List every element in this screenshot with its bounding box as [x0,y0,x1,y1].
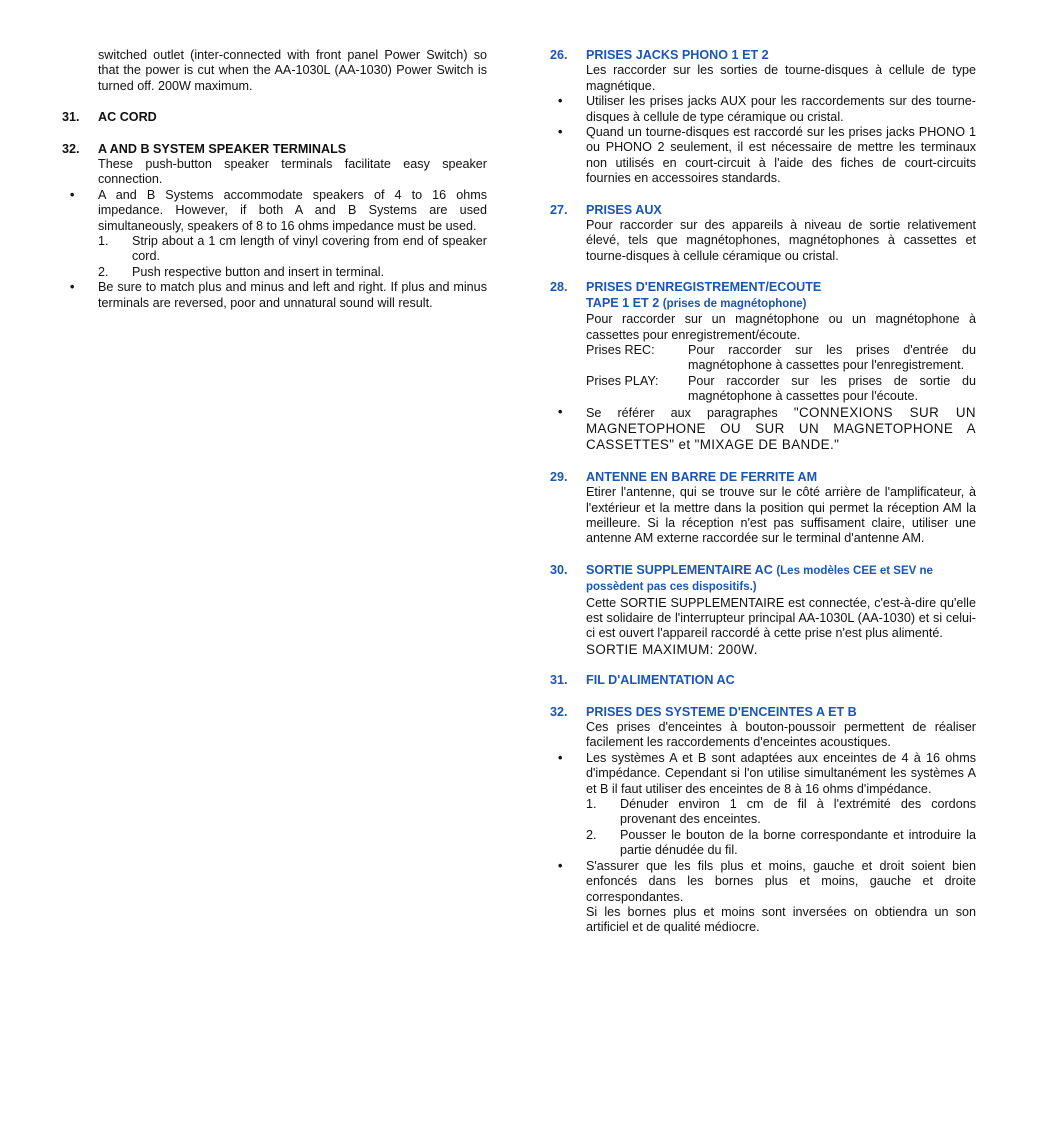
section-29-fr [550,470,976,547]
section-paragraph: Ces prises d'enceintes à bouton-poussoir permettent de réaliser facilement les raccordements d'enceintes acoustiques. [586,720,976,750]
step-number: 1. [586,797,597,812]
bullet-item [558,94,976,125]
intro-paragraph: switched outlet (inter-connected with front panel Power Switch) so that the power is cut when the AA-1030L (AA-1030) Power Switch is turned off. 200W maximum. [98,48,487,93]
section-paragraph: Etirer l'antenne, qui se trouve sur le côté arrière de l'amplificateur, à l'extérieur et la mettre dans la position qui permet la réception AM la meilleure. Si la réception n'est pas suffisament claire, utiliser une antenne AM externe raccordée sur le terminal d'antenne AM. [586,485,976,546]
section-32-en [62,142,487,311]
section-title: PRISES D'ENREGISTREMENT/ECOUTE [586,280,822,295]
section-31-en [62,110,487,125]
section-title-block [586,563,976,596]
section-title: PRISES AUX [586,202,662,217]
bullet-item [558,750,976,797]
section-paragraph: SORTIE MAXIMUM: 200W. [586,641,758,657]
section-title: A AND B SYSTEM SPEAKER TERMINALS [98,141,347,156]
bullet-text-lead: Se référer aux paragraphes [586,405,778,420]
section-number: 31. [550,673,568,688]
bullet-mark: • [558,94,563,109]
bullet-mark: • [558,125,563,140]
section-title: AC CORD [98,110,157,125]
subtitle-note: (prises de magnétophone) [662,297,807,310]
subtitle-main: TAPE 1 ET 2 [586,295,660,310]
bullet-item [70,187,487,234]
section-number: 26. [550,48,568,62]
bullet-text: A and B Systems accommodate speakers of 4 to 16 ohms impedance. However, if both A and B Systems are used simultaneously, speakers of 8 to 16 ohms impedance must be used. [98,187,487,233]
right-column [550,48,976,952]
section-number: 29. [550,469,568,484]
section-number: 32. [62,141,80,156]
bullet-text: Be sure to match plus and minus and left and right. If plus and minus terminals are reversed, poor and unnatural sound will result. [98,280,487,310]
bullet-item [558,404,976,454]
section-number: 28. [550,280,568,295]
step-item [586,797,976,828]
step-text: Pousser le bouton de la borne correspondante et introduire la partie dénudée du fil. [620,827,976,858]
section-27-fr [550,203,976,265]
section-paragraph: Cette SORTIE SUPPLEMENTAIRE est connectée, c'est-à-dire qu'elle est solidaire de l'interrupteur principal AA-1030L (AA-1030) et si celui-ci est ouvert l'appareil raccordé à cette prise n'est plus alimenté. [586,595,976,641]
step-text: Push respective button and insert in terminal. [132,264,385,279]
section-number: 27. [550,202,568,217]
section-paragraph: Pour raccorder sur un magnétophone ou un magnétophone à cassettes pour enregistrement/écoute. [586,312,976,342]
section-30-fr [550,563,976,657]
definition-text: Pour raccorder sur les prises d'entrée du magnétophone à cassettes pour l'enregistrement. [688,342,976,373]
section-28-fr [550,280,976,453]
section-32-fr [550,705,976,936]
section-number: 30. [550,562,568,577]
section-paragraph: These push-button speaker terminals facilitate easy speaker connection. [98,157,487,187]
section-subtitle [586,296,976,312]
step-text: Dénuder environ 1 cm de fil à l'extrémité des cordons provenant des enceintes. [620,797,976,827]
bullet-mark: • [558,750,563,765]
step-number: 2. [586,827,597,842]
step-text: Strip about a 1 cm length of vinyl covering from end of speaker cord. [132,234,487,264]
section-title: ANTENNE EN BARRE DE FERRITE AM [586,469,818,484]
section-title: FIL D'ALIMENTATION AC [586,673,735,688]
bullet-mark: • [70,280,75,295]
step-item [98,265,487,280]
section-paragraph: Les raccorder sur les sorties de tourne-disques à cellule de type magnétique. [586,63,976,93]
left-column [62,48,487,327]
bullet-text: S'assurer que les fils plus et moins, gauche et droit soient bien enfoncés dans les bornes plus et moins, gauche et droite correspondantes. [586,858,976,904]
bullet-text: Utiliser les prises jacks AUX pour les raccordements sur des tourne-disques à cellule de type céramique ou cristal. [586,94,976,124]
bullet-mark: • [70,187,75,202]
bullet-mark: • [558,404,563,419]
definition-row-play [586,374,976,405]
section-title: PRISES DES SYSTEME D'ENCEINTES A ET B [586,704,857,719]
definition-text: Pour raccorder sur les prises de sortie du magnétophone à cassettes pour l'écoute. [688,373,976,404]
definition-row-rec [586,343,976,374]
definition-term: Prises REC: [586,342,655,357]
step-item [586,828,976,859]
section-number: 32. [550,704,568,719]
step-item [98,234,487,265]
definition-term: Prises PLAY: [586,373,659,388]
bullet-text-caps: "CONNEXIONS SUR UN MAGNETOPHONE OU SUR UN MAGNETOPHONE A CASSETTES" et "MIXAGE DE BANDE." [586,404,976,453]
bullet-text: Quand un tourne-disques est raccordé sur les prises jacks PHONO 1 ou PHONO 2 seulement, il est nécessaire de mettre les terminaux non utilisés en court-circuit à l'aide des fiches de court-circuits fournies en accessoires standards. [586,125,976,186]
section-title: SORTIE SUPPLEMENTAIRE AC [586,562,773,577]
step-number: 2. [98,264,109,279]
bullet-item [70,280,487,311]
section-number: 31. [62,110,80,125]
bullet-text: Les systèmes A et B sont adaptées aux enceintes de 4 à 16 ohms d'impédance. Cependant si l'on utilise simultanément les systèmes A et B il faut utiliser des enceintes de 8 à 16 ohms d'impédance. [586,750,976,796]
bullet-mark: • [558,858,563,873]
bullet-text [586,405,976,454]
bullet-item [558,125,976,187]
section-31-fr [550,673,976,688]
section-paragraph: Pour raccorder sur des appareils à niveau de sortie relativement élevé, tels que magnétophones, magnétophones à cassettes et tourne-disques à cellule céramique ou cristal. [586,218,976,263]
section-title-note: (Les modèles CEE et SEV ne possèdent pas ces dispositifs.) [586,564,933,594]
bullet-item [558,858,976,905]
section-paragraph: Si les bornes plus et moins sont inversées on obtiendra un son artificiel et de qualité médiocre. [586,904,976,935]
step-number: 1. [98,234,109,249]
section-26-fr [550,48,976,187]
section-title: PRISES JACKS PHONO 1 ET 2 [586,48,769,62]
